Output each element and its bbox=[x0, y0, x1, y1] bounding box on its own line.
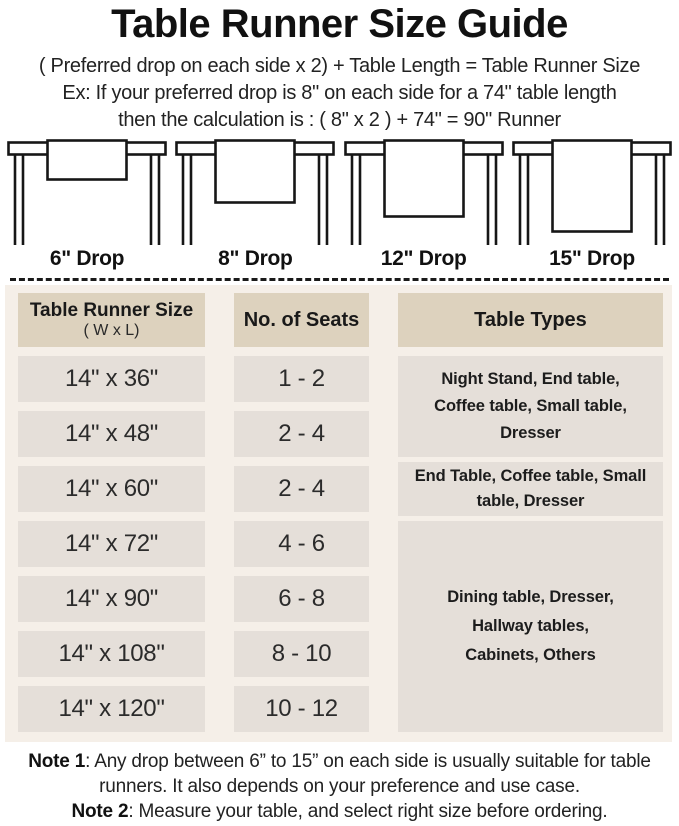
size-table bbox=[18, 293, 663, 732]
drop-label-6in: 6" Drop bbox=[49, 247, 125, 270]
seats-cell: 2 - 4 bbox=[234, 411, 369, 457]
runner-shape bbox=[384, 141, 463, 217]
seats-cell: 1 - 2 bbox=[234, 356, 369, 402]
example-line-2: then the calculation is : ( 8" x 2 ) + 74" = 90" Runner bbox=[118, 109, 561, 131]
table-types-group-small-tables bbox=[398, 356, 663, 457]
column-header-size-title: Table Runner Size bbox=[29, 300, 194, 321]
note-2-text: : Measure your table, and select right size before ordering. bbox=[128, 801, 608, 822]
table-types-text: End Table, Coffee table, Small table, Dresser bbox=[414, 467, 647, 510]
table-types-group-medium-tables bbox=[398, 462, 663, 516]
size-cell: 14" x 72" bbox=[18, 521, 205, 567]
drop-label-8in: 8" Drop bbox=[218, 247, 293, 270]
table-types-text: Night Stand, End table, Coffee table, Small table, Dresser bbox=[434, 370, 627, 442]
runner-shape bbox=[552, 141, 631, 232]
seats-cell: 2 - 4 bbox=[234, 466, 369, 512]
size-cell: 14" x 108" bbox=[18, 631, 205, 677]
table-types-group-large-tables bbox=[398, 521, 663, 732]
drop-illustrations bbox=[0, 139, 679, 245]
column-header-size-subtitle: ( W x L) bbox=[83, 322, 140, 339]
size-cell: 14" x 90" bbox=[18, 576, 205, 622]
drop-labels-row bbox=[0, 247, 679, 277]
column-header-size bbox=[18, 293, 205, 347]
dashed-divider bbox=[10, 278, 669, 281]
drop-label-12in: 12" Drop bbox=[380, 247, 467, 270]
runner-shape bbox=[48, 141, 127, 180]
table-illustration-15in-drop bbox=[511, 139, 673, 245]
notes-section bbox=[0, 749, 679, 824]
note-2 bbox=[6, 799, 673, 824]
size-cell: 14" x 120" bbox=[18, 686, 205, 732]
drop-label-15in: 15" Drop bbox=[549, 247, 635, 270]
page-title: Table Runner Size Guide bbox=[111, 2, 568, 46]
table-drawing-icon bbox=[512, 139, 672, 245]
note-1 bbox=[6, 749, 673, 799]
runner-shape bbox=[216, 141, 295, 203]
seats-cell: 8 - 10 bbox=[234, 631, 369, 677]
table-types-text: Dining table, Dresser, Hallway tables, Cabinets, Others bbox=[447, 588, 614, 664]
header bbox=[0, 2, 679, 133]
note-2-label: Note 2 bbox=[71, 801, 129, 822]
size-table-panel bbox=[5, 285, 672, 742]
formula-line: ( Preferred drop on each side x 2) + Table Length = Table Runner Size bbox=[38, 55, 641, 77]
seats-cell: 4 - 6 bbox=[234, 521, 369, 567]
note-1-text: : Any drop between 6” to 15” on each side is usually suitable for table runners. It also depends on your preference and use case. bbox=[85, 751, 651, 797]
note-1-label: Note 1 bbox=[28, 751, 86, 772]
table-illustration-8in-drop bbox=[174, 139, 336, 245]
seats-cell: 6 - 8 bbox=[234, 576, 369, 622]
table-drawing-icon bbox=[7, 139, 167, 245]
table-illustration-12in-drop bbox=[343, 139, 505, 245]
table-drawing-icon bbox=[344, 139, 504, 245]
seats-cell: 10 - 12 bbox=[234, 686, 369, 732]
column-header-seats: No. of Seats bbox=[234, 293, 369, 347]
table-drawing-icon bbox=[175, 139, 335, 245]
column-header-types: Table Types bbox=[398, 293, 663, 347]
example-line-1: Ex: If your preferred drop is 8" on each side for a 74" table length bbox=[62, 82, 617, 104]
table-illustration-6in-drop bbox=[6, 139, 168, 245]
size-cell: 14" x 48" bbox=[18, 411, 205, 457]
size-cell: 14" x 60" bbox=[18, 466, 205, 512]
size-cell: 14" x 36" bbox=[18, 356, 205, 402]
